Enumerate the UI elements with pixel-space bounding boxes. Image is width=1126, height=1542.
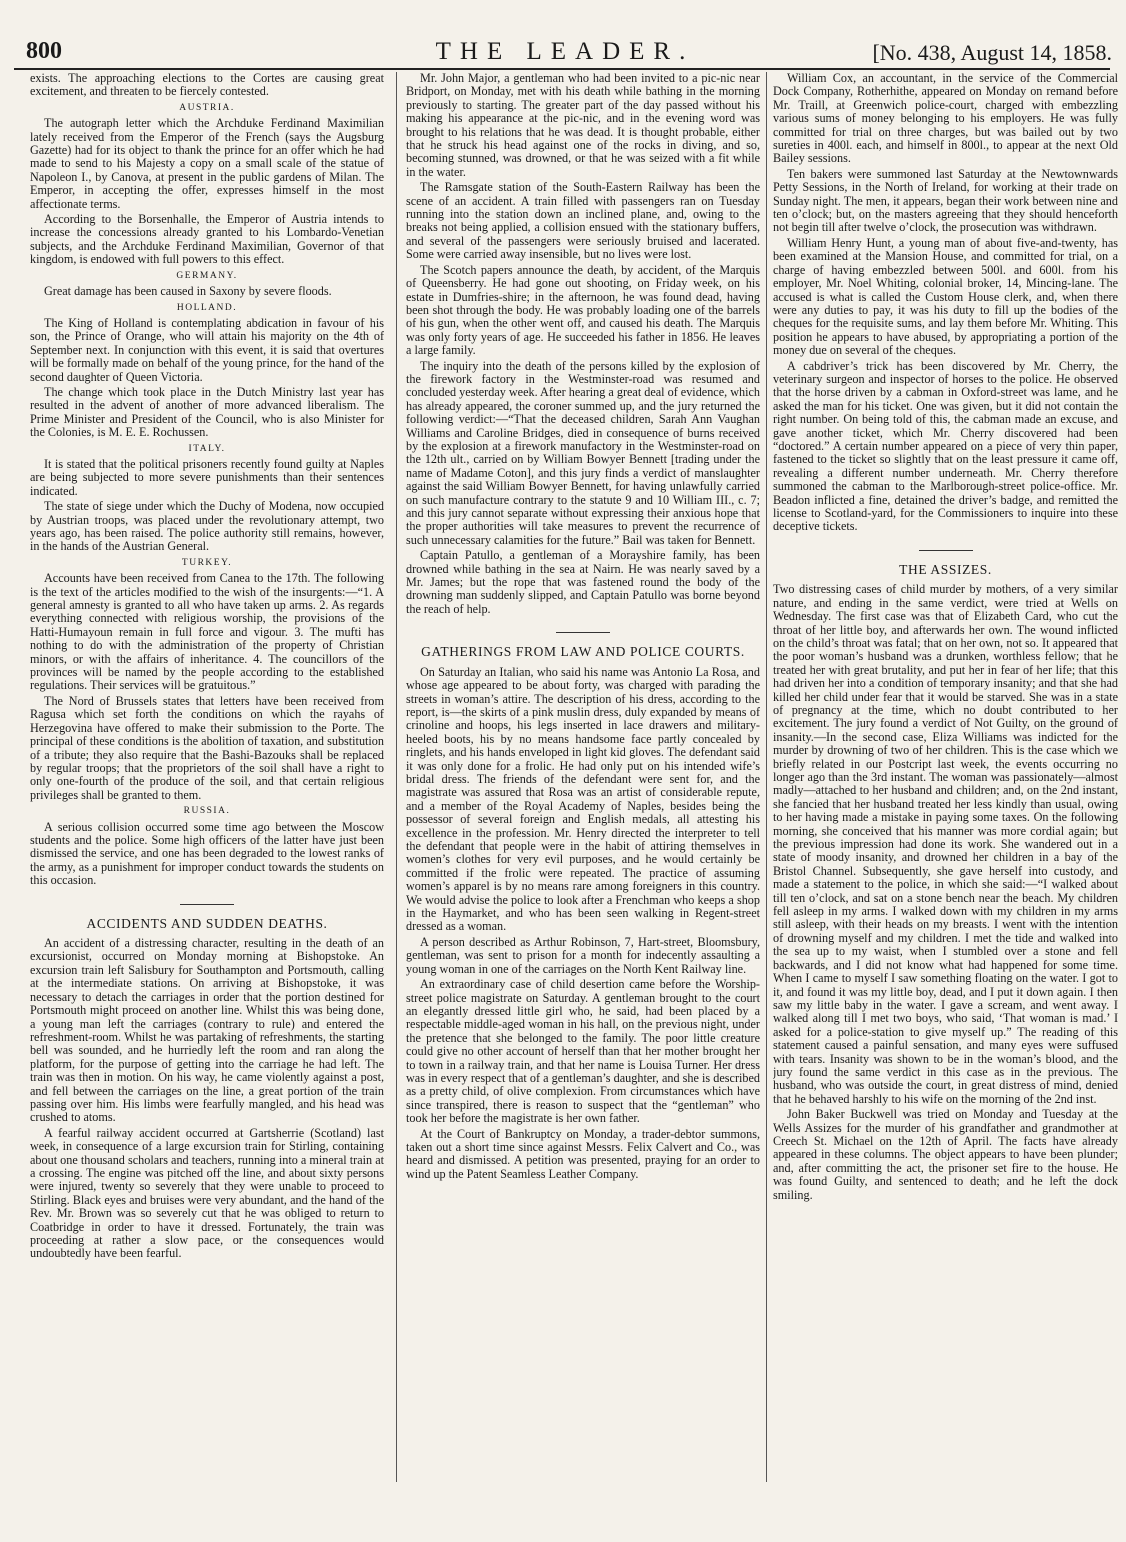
paragraph: exists. The approaching elections to the Cortes are causing great excitement, and threaten to be fiercely contested.	[30, 72, 384, 99]
section-separator	[919, 550, 973, 551]
paragraph: Mr. John Major, a gentleman who had been invited to a pic-nic near Bridport, on Monday, met with his death while bathing in the morning previously to starting. The greater part of the day passed without his making his appearance at the pic-nic, and in the evening word was brought to his relations that he was dead. It is thought probable, either that he struck his head against one of the rocks in diving, and so, becoming stunned, was drowned, or that he was seized with a fit while in the water.	[406, 72, 760, 179]
paragraph: John Baker Buckwell was tried on Monday and Tuesday at the Wells Assizes for the murder of his grandfather and grandmother at Creech St. Michael on the 12th of April. The facts have already appeared in these columns. The object appears to have been plunder; and, after committing the act, the prisoner set fire to the house. He was found Guilty, and sentenced to death; and he left the dock smiling.	[773, 1107, 1118, 1202]
paragraph: The Scotch papers announce the death, by accident, of the Marquis of Queensberry. He had gone out shooting, on Friday week, on his estate in Dumfries-shire; in the afternoon, he was found dead, having been shot through the body. He was probably loading one of the barrels of his gun, when the other went off, and caused his death. The Marquis was only forty years of age. He succeeded his father in 1856. He leaves a large family.	[406, 262, 760, 358]
masthead	[18, 38, 1112, 68]
newspaper-title: THE LEADER.	[435, 38, 695, 65]
page-number: 800	[26, 38, 62, 64]
section-separator	[556, 632, 610, 633]
paragraph: Two distressing cases of child murder by mothers, of a very similar nature, and ending in the same verdict, were tried at Wells on Wednesday. The first case was that of Elizabeth Card, who cut the throat of her little boy, and afterwards her own. The wound inflicted on the child’s throat was fatal; that on her own, not so. It appeared that the poor woman’s husband was a drunken, worthless fellow; that he treated her with great brutality, and put her in fear of her life; that this had driven her into a condition of temporary insanity; and that she had killed her child under fear that it would be starved. She was in a state of pregnancy at the time, which no doubt contributed to her excitement. The jury found a verdict of Not Guilty, on the ground of insanity.—In the second case, Eliza Williams was indicted for the murder by drowning of two of her children. This is the case which we briefly related in our Postcript last week, the events occurring no longer ago than the 3rd instant. The woman was passionately—almost madly—attached to her husband and children; and, on the 2nd instant, she fancied that her husband treated her less kindly than usual, owing to her having made a mistake in paying some taxes. On the following morning, she conceived that his manner was more cordial again; but the previous impression had done its work. She wandered out in a state of moody insanity, and drowned her children in a bay of the Bristol Channel. Subsequently, she gave herself into custody, and made a statement to the police, in which she said:—“I walked about till ten o’clock, and sat on a stone bench near the beach. My children fell asleep in my arms. I walked down with my children in my arms still asleep, with their heads on my breasts. I went with the intention of drowning myself and my children. I met the tide and walked into the sea up to my waist, when I stumbled over a stone and fell backwards, and I did not know what had happened for some time. When I came to myself I saw something floating on the water. I got to it, and found it was my little boy, dead, and I put it down again. I then saw my little baby in the water. I gave a scream, and went away. I walked along till I met two boys, who said, ‘That woman is mad.’ I asked for a police-station to give myself up.” The reading of this statement caused a painful sensation, and many eyes were suffused with tears. Insanity was shown to be in the woman’s blood, and the jury found the same verdict in this case as in the previous. The husband, who was outside the court, in great distress of mind, denied that he behaved harshly to his wife on the morning of the 2nd inst.	[773, 582, 1118, 1106]
column-divider	[396, 72, 397, 1482]
column-3	[773, 72, 1118, 1492]
section-separator	[180, 904, 234, 905]
column-divider	[766, 72, 767, 1482]
paragraph: Captain Patullo, a gentleman of a Morayshire family, has been drowned while bathing in the sea at Nairn. He was nearly saved by a Mr. James; but the rope that was fastened round the body of the drowning man suddenly slipped, and Captain Patullo was borne beyond the reach of help.	[406, 548, 760, 616]
paragraph: The Ramsgate station of the South-Eastern Railway has been the scene of an accident. A train filled with passengers ran on Tuesday running into the station down an inclined plane, and, owing to the breaks not being applied, a collision ensued with the stationary buffers, and several of the passengers were seriously bruised and lacerated. Some were carried away insensible, but no lives were lost.	[406, 180, 760, 262]
article-heading-gatherings: GATHERINGS FROM LAW AND POLICE COURTS.	[421, 644, 745, 660]
paragraph: At the Court of Bankruptcy on Monday, a trader-debtor summons, taken out a short time since against Messrs. Felix Calvert and Co., was heard and dismissed. A petition was presented, praying for an order to wind up the Patent Seamless Leather Company.	[406, 1126, 760, 1181]
article-heading-assizes: THE ASSIZES.	[899, 561, 992, 577]
issue-date: [No. 438, August 14, 1858.	[872, 40, 1112, 65]
paragraph: According to the Borsenhalle, the Emperor of Austria intends to increase the concessions already granted to his Lombardo-Venetian subjects, and the Archduke Ferdinand Maximilian, Governor of that kingdom, is endowed with full powers to this effect.	[30, 212, 384, 267]
masthead-rule	[14, 68, 1110, 70]
paragraph: The Nord of Brussels states that letters have been received from Ragusa which set forth the conditions on which the rayahs of Herzegovina have offered to make their submission to the Porte. The principal of these conditions is the abolition of taxation, and substitution of a tribute; they also require that the Bashi-Bazouks shall be replaced by regular troops; that the proprietors of the soil shall have a right to only one-fourth of the produce of the soil, and that certain religious privileges shall be granted to them.	[30, 693, 384, 802]
paragraph: A fearful railway accident occurred at Gartsherrie (Scotland) last week, in consequence of a large excursion train for Stirling, containing about one thousand scholars and teachers, running into a mineral train at a crossing. The engine was pitched off the line, and about sixty persons were injured, twenty so severely that they were unable to proceed to Stirling. Black eyes and bruises were very abundant, and the hand of the Rev. Mr. Brown was so severely cut that he was obliged to return to Coatbridge in order to have it dressed. Fortunately, the train was proceeding at rather a slow pace, or the consequences would undoubtedly have been fearful.	[30, 1125, 384, 1261]
paragraph: An accident of a distressing character, resulting in the death of an excursionist, occurred on Monday morning at Bishopstoke. An excursion train left Salisbury for Southampton and Portsmouth, calling at the intermediate stations. On arriving at Bishopstoke, it was necessary to detach the carriages in order that the portion destined for Portsmouth might proceed on another line. Whilst this was being done, a young man left the carriages (contrary to rule) and entered the refreshment-room. Whilst he was partaking of refreshments, the starting bell was sounded, and he hurriedly left the room and ran along the platform, for the purpose of getting into the carriage he had left. The train was then in motion. On his way, he came violently against a post, and fell between the carriages on the line, a great portion of the train passing over him. His limbs were fearfully mangled, and his head was crushed to atoms.	[30, 936, 384, 1125]
section-heading-holland: HOLLAND.	[176, 302, 238, 313]
section-heading-italy: ITALY.	[188, 443, 226, 454]
paragraph: William Cox, an accountant, in the service of the Commercial Dock Company, Rotherhithe, appeared on Monday on remand before Mr. Traill, at Greenwich police-court, charged with embezzling various sums of money belonging to his employers. He was fully committed for trial on three charges, but was bailed out by two sureties in 400l. each, and himself in 800l., to appear at the next Old Bailey sessions.	[773, 72, 1118, 166]
column-2	[406, 72, 760, 1492]
column-1	[30, 72, 384, 1492]
paragraph: William Henry Hunt, a young man of about five-and-twenty, has been examined at the Mansion House, and committed for trial, on a charge of having embezzled between 500l. and 600l. from his employer, Mr. Noel Whiting, colonial broker, 14, Mincing-lane. The accused is what is called the Custom House clerk, and, when there were any duties to pay, it was his duty to fill up the bodies of the cheques for the requisite sums, and lay them before Mr. Whiting. This position he appears to have abused, by appropriating a portion of the money due on several of the cheques.	[773, 235, 1118, 358]
paragraph: A cabdriver’s trick has been discovered by Mr. Cherry, the veterinary surgeon and inspector of horses to the police. He observed that the horse driven by a cabman in Oxford-street was lame, and he asked the man for his ticket. One was given, but it did not contain the right number. On being told of this, the cabman made an excuse, and gave another ticket, which Mr. Cherry discovered had been “doctored.” A certain number appeared on a piece of very thin paper, fastened to the ticket so slightly that on the least pressure it came off, revealing a different number underneath. Mr. Cherry therefore summoned the cabman to the Marlborough-street police-office. Mr. Beadon inflicted a fine, detained the driver’s badge, and remitted the license to Scotland-yard, for the Commissioners to inquire into these deceptive tickets.	[773, 358, 1118, 534]
paragraph: The autograph letter which the Archduke Ferdinand Maximilian lately received from the Emperor of the French (says the Augsburg Gazette) had for its object to thank the prince for an offer which he had made to send to his Majesty a copy on a small scale of the statue of Napoleon I., by Canova, at present in the public gardens of Milan. The Emperor, in accepting the offer, expresses himself in the most affectionate terms.	[30, 116, 384, 211]
paragraph: Accounts have been received from Canea to the 17th. The following is the text of the articles modified to the wish of the insurgents:—“1. A general amnesty is granted to all who have taken up arms. 2. As regards everything connected with religious worship, the provisions of the Hatti-Humayoun remain in full force and vigour. 3. The mufti has nothing to do with the administration of the property of Christian minors, or with the affairs of inheritance. 4. The councillors of the provinces will be named by the people according to the established regulations. Their services will be gratuitous.”	[30, 571, 384, 693]
paragraph: A person described as Arthur Robinson, 7, Hart-street, Bloomsbury, gentleman, was sent to prison for a month for indecently assaulting a young woman in one of the carriages on the North Kent Railway line.	[406, 934, 760, 976]
section-heading-turkey: TURKEY.	[181, 557, 233, 568]
paragraph: Great damage has been caused in Saxony by severe floods.	[44, 284, 332, 299]
paragraph: A serious collision occurred some time ago between the Moscow students and the police. Some high officers of the latter have just been dismissed the service, and one has been degraded to the lowest ranks of the army, as a punishment for improper conduct towards the students on this occasion.	[30, 819, 384, 888]
paragraph: The King of Holland is contemplating abdication in favour of his son, the Prince of Orange, who will attain his majority on the 4th of September next. In conjunction with this event, it is said that overtures will be formally made on behalf of the young prince, for the hand of the second daughter of Queen Victoria.	[30, 315, 384, 384]
article-heading-accidents: ACCIDENTS AND SUDDEN DEATHS.	[86, 915, 328, 931]
paragraph: The state of siege under which the Duchy of Modena, now occupied by Austrian troops, was placed under the revolutionary attempt, two years ago, has been raised. The police authority still remains, however, in the hands of the Austrian General.	[30, 499, 384, 554]
paragraph: The inquiry into the death of the persons killed by the explosion of the firework factory in the Westminster-road was resumed and concluded yesterday week. After hearing a great deal of evidence, which has already appeared, the coroner summed up, and the jury returned the following verdict:—“That the deceased children, Sarah Ann Vaughan Williams and Caroline Bridges, died in consequence of burns received by the explosion at a firework manufactory in the Westminster-road on the 12th ult., carried on by William Bowyer Bennett [trading under the name of Madame Coton], and this jury finds a verdict of manslaughter against the said William Bowyer Bennett, for having unlawfully carried on such manufacture contrary to the statute 9 and 10 William III., c. 7; and this jury cannot separate without expressing their anxious hope that the proper authorities will take measures to prevent the recurrence of such unnecessary calamities for the future.” Bail was taken for Bennett.	[406, 358, 760, 547]
paragraph: It is stated that the political prisoners recently found guilty at Naples are being subjected to more severe punishments than their sentences indicated.	[30, 456, 384, 498]
paragraph: On Saturday an Italian, who said his name was Antonio La Rosa, and whose age appeared to be about forty, was charged with parading the streets in woman’s attire. The description of his dress, according to the report, is—the skirts of a pink muslin dress, duly expanded by means of crinoline and hoops, his legs inserted in lace drawers and military-heeled boots, his by no means handsome face partly concealed by ringlets, and his hands enveloped in light kid gloves. The defendant said it was only done for a frolic. He had only put on his intended wife’s bridal dress. The friends of the defendant were sent for, and the magistrate was assured that Rosa was an artist of considerable repute, and a member of the Royal Academy of Naples, besides being the possessor of several foreign and English medals, all attesting his excellence in the profession. Mr. Henry directed the interpreter to tell the defendant that people were in the habit of attiring themselves in women’s clothes for very evil purposes, and he would certainly be committed if the frolic were repeated. The practice of assuming women’s apparel is by no means rare among foreigners in this country. We would advise the police to look after a Frenchman who keeps a shop in the Haymarket, and who has been seen walking in Regent-street dressed as a woman.	[406, 664, 760, 934]
paragraph: The change which took place in the Dutch Ministry last year has resulted in the advent of another of more advanced liberalism. The Prime Minister and President of the Council, who is also Minister for the Colonies, is M. E. E. Rochussen.	[30, 384, 384, 440]
paragraph: An extraordinary case of child desertion came before the Worship-street police magistrate on Saturday. A gentleman brought to the court an elegantly dressed little girl who, he said, had been placed by a respectable middle-aged woman in his hall, on the previous night, under the pretence that she belonged to the family. The poor little creature could give no other account of herself than that her mother brought her to town in a railway train, and that her name is Louisa Turner. Her dress was in every respect that of a gentleman’s daughter, and she is described as a pretty child, of olive complexion. From circumstances which have since transpired, there is reason to suspect that the “gentleman” who took her before the magistrate is her own father.	[406, 977, 760, 1126]
section-heading-austria: AUSTRIA.	[179, 102, 235, 113]
section-heading-russia: RUSSIA.	[183, 806, 231, 817]
paragraph: Ten bakers were summoned last Saturday at the Newtownwards Petty Sessions, in the North of Ireland, for working at their trade on Sunday night. The men, it appears, began their work between nine and ten o’clock; but, on the masters agreeing that they should henceforth not begin till after twelve o’clock, the prosecution was withdrawn.	[773, 166, 1118, 235]
section-heading-germany: GERMANY.	[176, 270, 238, 281]
